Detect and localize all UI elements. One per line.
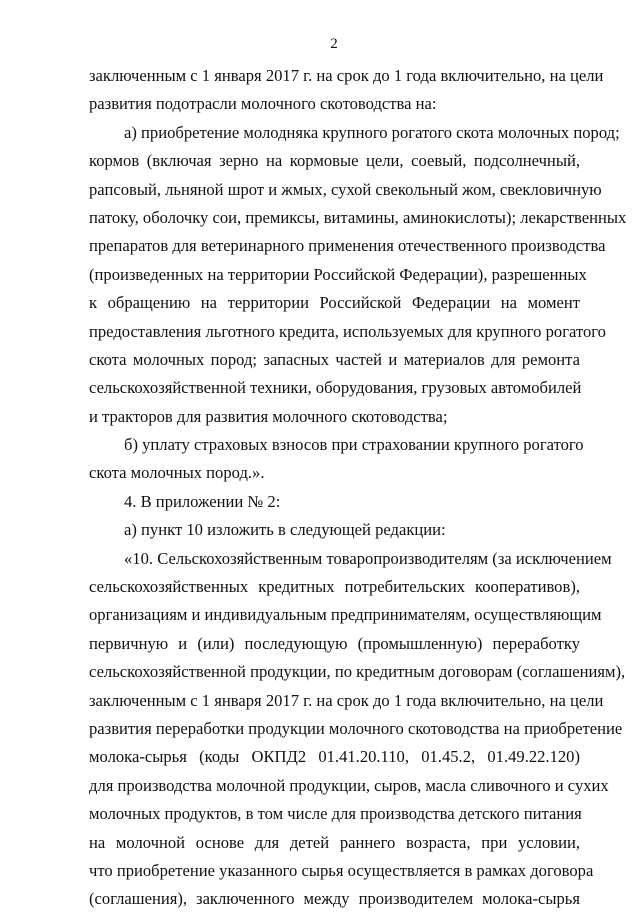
text-line: для производства молочной продукции, сыров, масла сливочного и сухих: [89, 775, 609, 795]
text-line: скота молочных пород; запасных частей и материалов для ремонта: [89, 349, 580, 369]
text-line: молока-сырья (коды ОКПД2 01.41.20.110, 01.45.2, 01.49.22.120): [89, 747, 580, 767]
text-line: скота молочных пород.».: [89, 463, 265, 483]
text-line: и тракторов для развития молочного скотоводства;: [89, 406, 448, 426]
text-line: а) пункт 10 изложить в следующей редакции:: [124, 520, 446, 540]
text-line: что приобретение указанного сырья осуществляется в рамках договора: [89, 860, 594, 880]
text-line: заключенным с 1 января 2017 г. на срок до 1 года включительно, на цели: [89, 66, 604, 85]
text-line: сельскохозяйственной техники, оборудования, грузовых автомобилей: [89, 378, 582, 398]
text-line: б) уплату страховых взносов при страховании крупного рогатого: [124, 435, 584, 455]
text-line: заключенным с 1 января 2017 г. на срок до 1 года включительно, на цели: [89, 690, 604, 710]
text-line: препаратов для ветеринарного применения отечественного производства: [89, 236, 606, 256]
text-line: патоку, оболочку сои, премиксы, витамины, аминокислоты); лекарственных: [89, 207, 627, 227]
text-line: организациям и индивидуальным предпринимателям, осуществляющим: [89, 605, 602, 625]
text-line: первичную и (или) последующую (промышленную) переработку: [89, 633, 580, 653]
text-line: 4. В приложении № 2:: [124, 491, 281, 511]
text-line: развития переработки продукции молочного скотоводства на приобретение: [89, 718, 623, 738]
text-line: рапсовый, льняной шрот и жмых, сухой свекольный жом, свекловичную: [89, 179, 602, 199]
text-line: развития подотрасли молочного скотоводства на:: [89, 94, 437, 114]
text-line: «10. Сельскохозяйственным товаропроизводителям (за исключением: [124, 548, 612, 568]
text-line: к обращению на территории Российской Федерации на момент: [89, 293, 580, 313]
text-line: сельскохозяйственной продукции, по кредитным договорам (соглашениям),: [89, 662, 626, 682]
text-line: молочных продуктов, в том числе для производства детского питания: [89, 804, 582, 824]
text-line: предоставления льготного кредита, используемых для крупного рогатого: [89, 321, 606, 341]
text-line: кормов (включая зерно на кормовые цели, соевый, подсолнечный,: [89, 151, 580, 171]
text-line: (соглашения), заключенного между производителем молока-сырья: [89, 889, 580, 909]
text-line: сельскохозяйственных кредитных потребительских кооперативов),: [89, 577, 580, 597]
text-line: (произведенных на территории Российской Федерации), разрешенных: [89, 264, 587, 284]
text-line: а) приобретение молодняка крупного рогатого скота молочных пород;: [124, 122, 620, 142]
page-number: 2: [330, 36, 338, 52]
body-text: [89, 62, 627, 914]
text-line: на молочной основе для детей раннего возраста, при условии,: [89, 832, 580, 852]
